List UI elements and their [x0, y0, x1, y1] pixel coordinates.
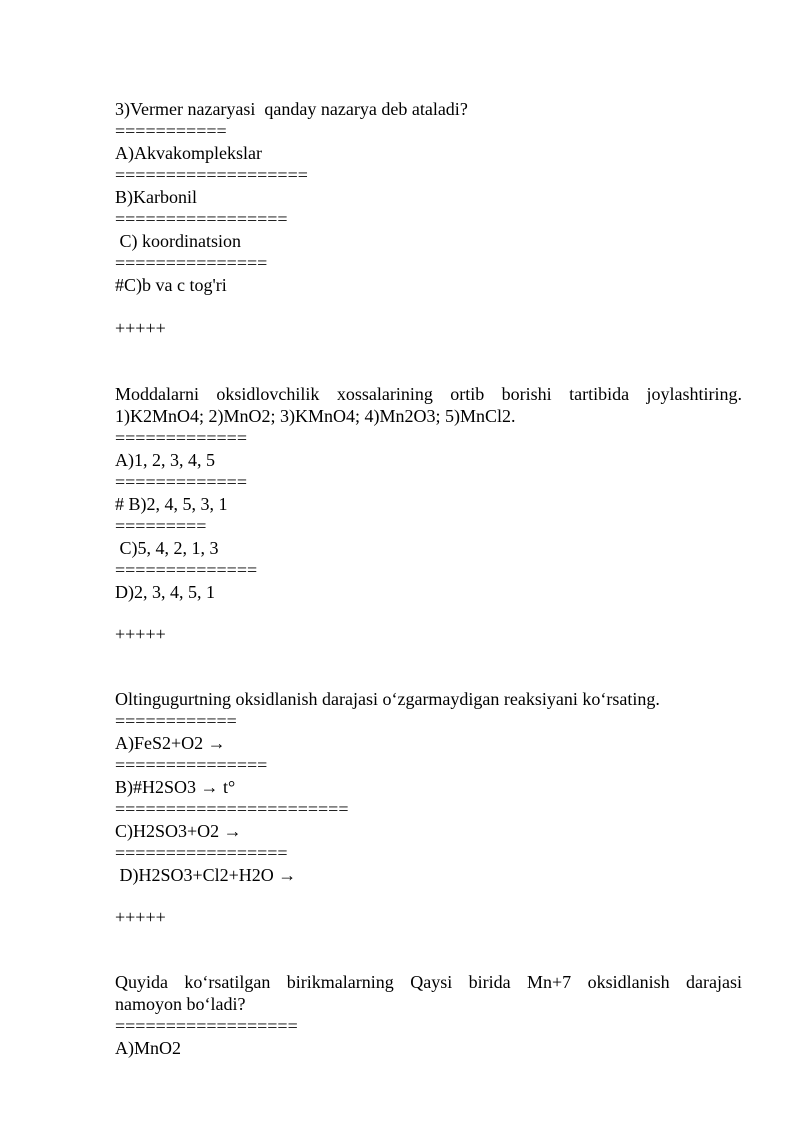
option-d: D)H2SO3+Cl2+H2O →: [115, 865, 297, 885]
option-c: C) koordinatsion: [115, 231, 241, 251]
separator: ===================: [115, 165, 308, 185]
separator: =======================: [115, 799, 349, 819]
correct-answer: #C)b va c tog'ri: [115, 275, 227, 295]
question-3-text: Oltingugurtning oksidlanish darajasi o‘zgarmaydigan reaksiyani ko‘rsating.: [115, 689, 660, 709]
separator: =================: [115, 209, 288, 229]
question-end-marker: +++++: [115, 318, 166, 338]
separator: =========: [115, 516, 207, 536]
separator: =============: [115, 428, 247, 448]
separator: ===============: [115, 253, 268, 273]
option-a: A)1, 2, 3, 4, 5: [115, 450, 215, 470]
question-end-marker: +++++: [115, 624, 166, 644]
separator: ===========: [115, 121, 227, 141]
option-a: A)MnO2: [115, 1038, 181, 1058]
option-b-correct: B)#H2SO3 → t°: [115, 777, 236, 797]
question-4-text-line-1: Quyida ko‘rsatilgan birikmalarning Qaysi birida Mn+7 oksidlanish darajasi: [115, 972, 742, 992]
separator: ===============: [115, 755, 268, 775]
option-c: C)5, 4, 2, 1, 3: [115, 538, 219, 558]
separator: =================: [115, 843, 288, 863]
option-a: A)FeS2+O2 →: [115, 733, 226, 753]
question-end-marker: +++++: [115, 907, 166, 927]
option-a: A)Akvakomplekslar: [115, 143, 262, 163]
question-1-text: 3)Vermer nazaryasi qanday nazarya deb ataladi?: [115, 99, 468, 119]
separator: ==============: [115, 560, 258, 580]
separator: ============: [115, 711, 237, 731]
question-4-text-line-2: namoyon bo‘ladi?: [115, 994, 246, 1014]
option-c: C)H2SO3+O2 →: [115, 821, 242, 841]
question-2-text-line-1: Moddalarni oksidlovchilik xossalarining ortib borishi tartibida joylashtiring.: [115, 384, 742, 404]
option-b: B)Karbonil: [115, 187, 197, 207]
option-d: D)2, 3, 4, 5, 1: [115, 582, 215, 602]
separator: ==================: [115, 1016, 298, 1036]
separator: =============: [115, 472, 247, 492]
question-2-text-line-2: 1)K2MnO4; 2)MnO2; 3)KMnO4; 4)Mn2O3; 5)MnCl2.: [115, 406, 516, 426]
option-b-correct: # B)2, 4, 5, 3, 1: [115, 494, 228, 514]
